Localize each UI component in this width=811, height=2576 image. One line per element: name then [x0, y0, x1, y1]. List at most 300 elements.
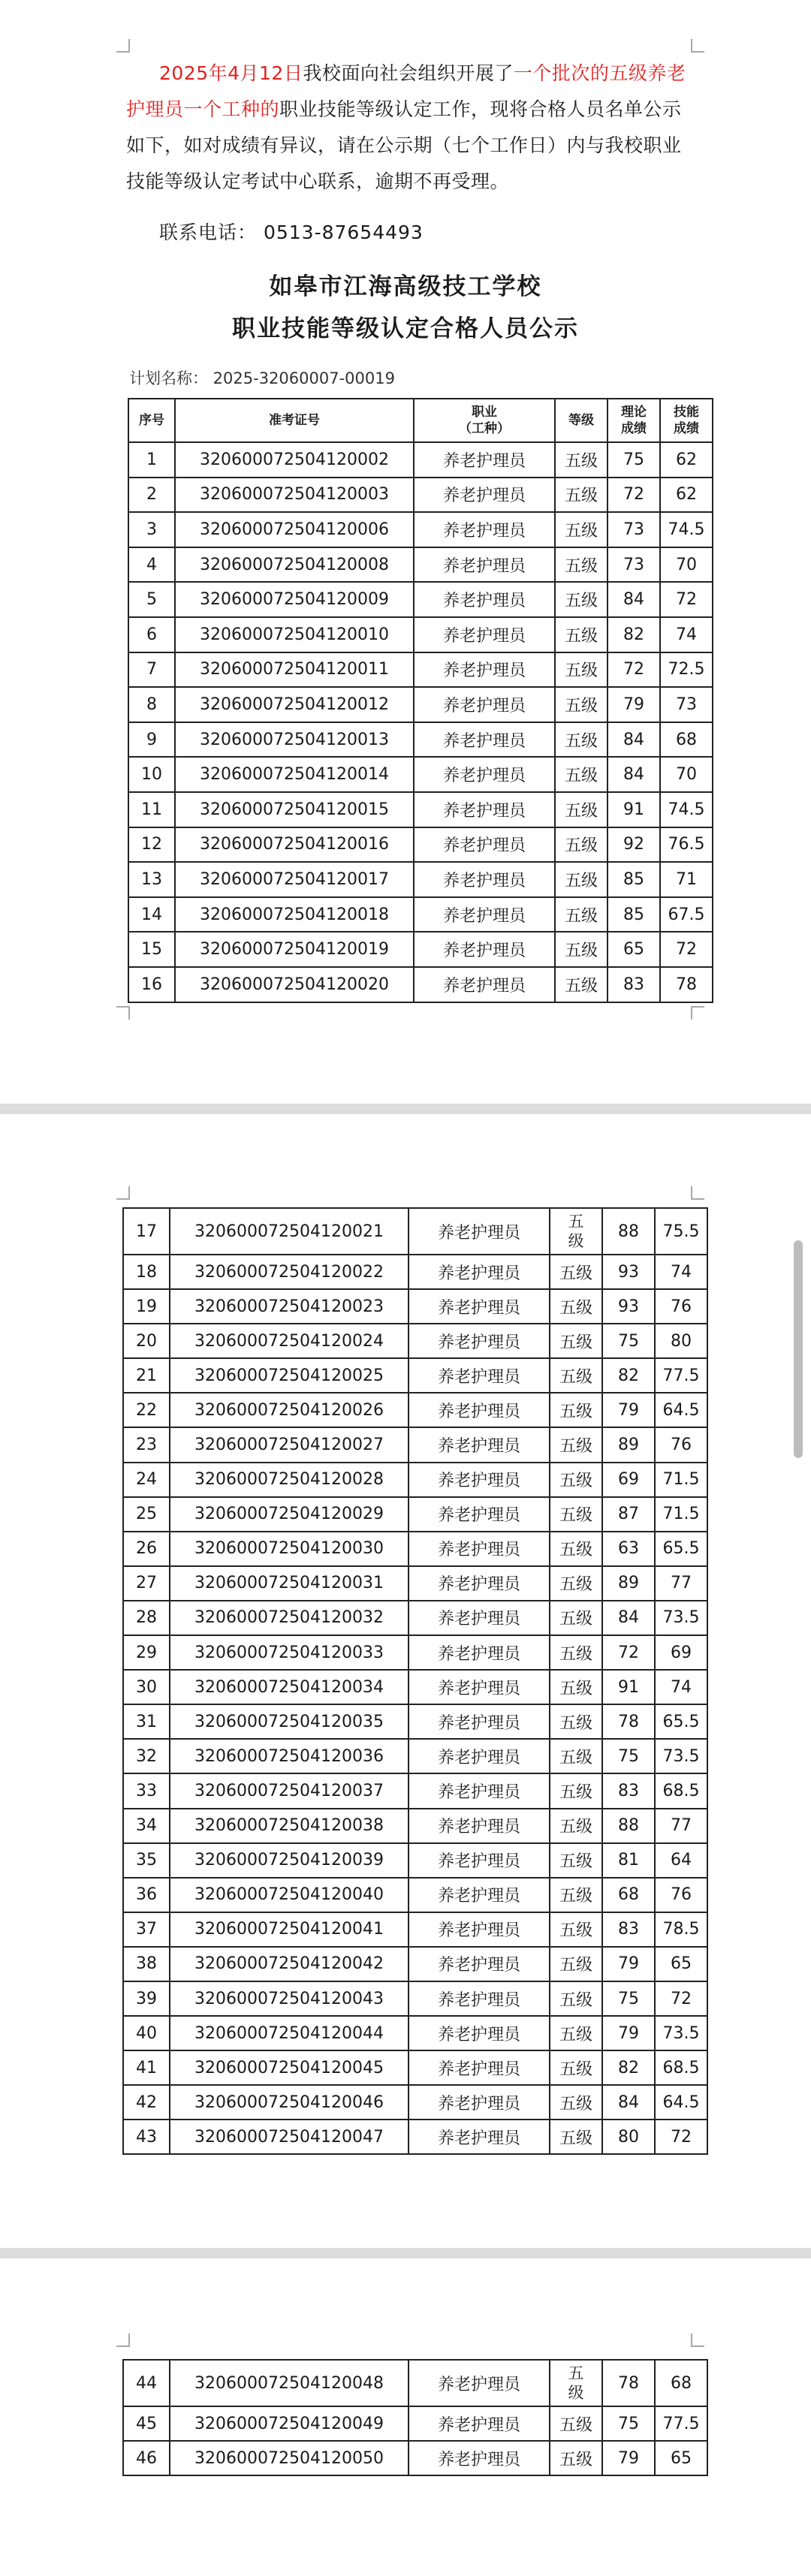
table-row [123, 2050, 707, 2085]
crop-mark [691, 1006, 704, 1020]
header-seq: 序号 [128, 399, 175, 442]
row-skill: 74.5 [660, 792, 713, 827]
row-seq: 27 [123, 1566, 170, 1601]
row-theory: 84 [602, 1601, 655, 1635]
row-seq: 15 [128, 932, 175, 967]
row-seq: 24 [123, 1463, 170, 1497]
row-ticket: 320600072504120003 [175, 478, 414, 513]
row-skill: 70 [660, 757, 713, 792]
row-skill: 62 [660, 442, 713, 478]
row-skill: 71.5 [655, 1497, 707, 1532]
row-skill: 77.5 [655, 1358, 707, 1393]
row-skill: 70 [660, 547, 713, 583]
row-occupation: 养老护理员 [409, 1358, 550, 1393]
row-skill: 64.5 [655, 1393, 707, 1427]
row-skill: 71.5 [655, 1463, 707, 1497]
row-skill: 74.5 [660, 512, 713, 547]
row-ticket: 320600072504120047 [170, 2120, 409, 2154]
row-ticket: 320600072504120044 [170, 2016, 409, 2050]
row-occupation: 养老护理员 [409, 1670, 550, 1704]
row-seq: 14 [128, 897, 175, 932]
row-skill: 72 [660, 582, 713, 617]
row-occupation: 养老护理员 [409, 2050, 550, 2085]
row-occupation: 养老护理员 [414, 897, 555, 932]
row-seq: 41 [123, 2050, 170, 2085]
row-skill: 73.5 [655, 1601, 707, 1635]
table-row [123, 1773, 707, 1808]
row-occupation: 养老护理员 [414, 757, 555, 792]
results-table-page-3 [122, 2359, 708, 2476]
row-occupation: 养老护理员 [409, 2406, 550, 2441]
row-seq: 44 [123, 2360, 170, 2406]
table-header-row [128, 399, 713, 442]
row-level: 五级 [550, 1912, 602, 1947]
row-seq: 18 [123, 1255, 170, 1289]
row-skill: 77 [655, 1809, 707, 1843]
row-level: 五级 [550, 1981, 602, 2016]
table-row [123, 1255, 707, 1289]
row-skill: 69 [655, 1635, 707, 1670]
row-ticket: 320600072504120048 [170, 2360, 409, 2406]
row-occupation: 养老护理员 [409, 1739, 550, 1773]
row-occupation: 养老护理员 [414, 652, 555, 688]
document-page-3 [0, 2258, 811, 2576]
plan-name: 计划名称： 2025-32060007-00019 [129, 369, 395, 387]
row-skill: 76 [655, 1289, 707, 1324]
row-occupation: 养老护理员 [414, 792, 555, 827]
table-row [128, 442, 713, 478]
row-occupation: 养老护理员 [409, 1912, 550, 1947]
row-occupation: 养老护理员 [409, 1773, 550, 1808]
row-skill: 67.5 [660, 897, 713, 932]
row-level: 五级 [555, 932, 607, 967]
row-level: 五级 [550, 1358, 602, 1393]
row-theory: 78 [602, 2360, 655, 2406]
row-occupation: 养老护理员 [414, 687, 555, 722]
row-occupation: 养老护理员 [414, 722, 555, 758]
row-theory: 65 [607, 932, 660, 967]
row-occupation: 养老护理员 [414, 932, 555, 967]
row-theory: 93 [602, 1289, 655, 1324]
row-seq: 36 [123, 1878, 170, 1912]
row-seq: 13 [128, 862, 175, 897]
row-skill: 65.5 [655, 1532, 707, 1566]
row-ticket: 320600072504120037 [170, 1773, 409, 1808]
row-skill: 72 [655, 2120, 707, 2154]
row-ticket: 320600072504120011 [175, 652, 414, 688]
row-ticket: 320600072504120035 [170, 1704, 409, 1739]
row-ticket: 320600072504120024 [170, 1324, 409, 1358]
row-level: 五级 [555, 862, 607, 897]
row-theory: 73 [607, 547, 660, 583]
row-seq: 23 [123, 1427, 170, 1462]
row-occupation: 养老护理员 [409, 2016, 550, 2050]
row-occupation: 养老护理员 [409, 1427, 550, 1462]
row-skill: 76 [655, 1878, 707, 1912]
row-level: 五级 [550, 2120, 602, 2154]
row-level: 五级 [550, 1843, 602, 1878]
row-occupation: 养老护理员 [409, 1809, 550, 1843]
row-occupation: 养老护理员 [414, 617, 555, 652]
row-ticket: 320600072504120042 [170, 1947, 409, 1981]
row-skill: 72 [660, 932, 713, 967]
document-page-2 [0, 1114, 811, 2248]
table-row [128, 547, 713, 583]
row-seq: 3 [128, 512, 175, 547]
row-ticket: 320600072504120031 [170, 1566, 409, 1601]
row-theory: 69 [602, 1463, 655, 1497]
table-row [123, 1704, 707, 1739]
row-ticket: 320600072504120039 [170, 1843, 409, 1878]
row-level: 五级 [550, 1289, 602, 1324]
row-occupation: 养老护理员 [409, 1947, 550, 1981]
row-occupation: 养老护理员 [409, 1843, 550, 1878]
table-row [123, 1463, 707, 1497]
row-theory: 80 [602, 2120, 655, 2154]
row-seq: 40 [123, 2016, 170, 2050]
row-seq: 30 [123, 1670, 170, 1704]
table-row [128, 617, 713, 652]
row-ticket: 320600072504120019 [175, 932, 414, 967]
table-row [123, 1358, 707, 1393]
row-occupation: 养老护理员 [409, 1324, 550, 1358]
row-level: 五级 [550, 1878, 602, 1912]
row-skill: 74 [655, 1670, 707, 1704]
row-level: 五级 [550, 1947, 602, 1981]
table-row [123, 1878, 707, 1912]
row-seq: 26 [123, 1532, 170, 1566]
row-skill: 80 [655, 1324, 707, 1358]
row-seq: 21 [123, 1358, 170, 1393]
row-skill: 77 [655, 1566, 707, 1601]
row-level: 五级 [550, 1773, 602, 1808]
row-ticket: 320600072504120049 [170, 2406, 409, 2441]
row-theory: 72 [602, 1635, 655, 1670]
table-row [128, 827, 713, 863]
row-skill: 64 [655, 1843, 707, 1878]
row-seq: 32 [123, 1739, 170, 1773]
row-level: 五级 [555, 757, 607, 792]
contact-phone: 联系电话： 0513-87654493 [159, 221, 424, 243]
row-level: 五级 [550, 2406, 602, 2441]
row-ticket: 320600072504120013 [175, 722, 414, 758]
row-level: 五级 [555, 582, 607, 617]
row-level: 五级 [555, 722, 607, 758]
row-theory: 75 [602, 1981, 655, 2016]
row-ticket: 320600072504120020 [175, 967, 414, 1002]
row-level: 五级 [550, 1255, 602, 1289]
row-occupation: 养老护理员 [409, 2441, 550, 2475]
row-ticket: 320600072504120030 [170, 1532, 409, 1566]
row-ticket: 320600072504120025 [170, 1358, 409, 1393]
table-row [123, 1393, 707, 1427]
table-row [123, 1912, 707, 1947]
row-ticket: 320600072504120015 [175, 792, 414, 827]
row-ticket: 320600072504120009 [175, 582, 414, 617]
table-row [123, 1427, 707, 1462]
crop-mark [116, 1186, 130, 1200]
row-skill: 65.5 [655, 1704, 707, 1739]
row-ticket: 320600072504120043 [170, 1981, 409, 2016]
row-seq: 42 [123, 2085, 170, 2120]
row-seq: 46 [123, 2441, 170, 2475]
row-theory: 82 [607, 617, 660, 652]
row-level: 五级 [550, 2085, 602, 2120]
row-level: 五级 [555, 897, 607, 932]
row-seq: 45 [123, 2406, 170, 2441]
row-seq: 31 [123, 1704, 170, 1739]
row-occupation: 养老护理员 [414, 582, 555, 617]
row-theory: 73 [607, 512, 660, 547]
row-ticket: 320600072504120032 [170, 1601, 409, 1635]
row-level: 五级 [555, 652, 607, 688]
row-occupation: 养老护理员 [409, 1635, 550, 1670]
row-occupation: 养老护理员 [409, 1704, 550, 1739]
table-row [123, 1843, 707, 1878]
row-seq: 19 [123, 1289, 170, 1324]
row-occupation: 养老护理员 [409, 1289, 550, 1324]
header-skill: 技能 成绩 [660, 399, 713, 442]
crop-mark [116, 1006, 130, 1020]
row-seq: 39 [123, 1981, 170, 2016]
row-occupation: 养老护理员 [414, 478, 555, 513]
row-level: 五级 [550, 1601, 602, 1635]
table-row [123, 1532, 707, 1566]
row-skill: 71 [660, 862, 713, 897]
table-row [123, 2441, 707, 2475]
row-ticket: 320600072504120012 [175, 687, 414, 722]
crop-mark [691, 2333, 704, 2347]
row-skill: 73 [660, 687, 713, 722]
row-level: 五级 [550, 1670, 602, 1704]
row-ticket: 320600072504120018 [175, 897, 414, 932]
row-occupation: 养老护理员 [414, 442, 555, 478]
table-row [123, 1947, 707, 1981]
page-gap [0, 2248, 811, 2258]
row-occupation: 养老护理员 [409, 2360, 550, 2406]
row-level: 五级 [550, 2050, 602, 2085]
page-gap [0, 1104, 811, 1114]
row-ticket: 320600072504120029 [170, 1497, 409, 1532]
row-skill: 72.5 [660, 652, 713, 688]
row-level: 五级 [555, 442, 607, 478]
row-level: 五级 [555, 547, 607, 583]
row-ticket: 320600072504120046 [170, 2085, 409, 2120]
row-theory: 83 [602, 1912, 655, 1947]
row-ticket: 320600072504120041 [170, 1912, 409, 1947]
row-theory: 82 [602, 1358, 655, 1393]
table-row [128, 478, 713, 513]
row-level: 五级 [555, 617, 607, 652]
row-theory: 79 [602, 2016, 655, 2050]
row-level: 五级 [550, 1566, 602, 1601]
row-level: 五级 [550, 1324, 602, 1358]
row-seq: 38 [123, 1947, 170, 1981]
row-seq: 34 [123, 1809, 170, 1843]
table-row [128, 792, 713, 827]
row-seq: 6 [128, 617, 175, 652]
results-table-page-1 [128, 398, 713, 1003]
row-theory: 83 [602, 1773, 655, 1808]
vertical-scrollbar[interactable] [794, 1240, 803, 1458]
row-theory: 84 [602, 2085, 655, 2120]
header-occupation: 职业 （工种） [414, 399, 555, 442]
table-row [128, 582, 713, 617]
notice-date: 2025年4月12日 [159, 62, 303, 84]
row-occupation: 养老护理员 [409, 1601, 550, 1635]
row-theory: 68 [602, 1878, 655, 1912]
row-skill: 72 [655, 1981, 707, 2016]
table-row [123, 2406, 707, 2441]
row-skill: 78.5 [655, 1912, 707, 1947]
row-occupation: 养老护理员 [409, 1981, 550, 2016]
crop-mark [116, 2333, 130, 2347]
row-theory: 84 [607, 757, 660, 792]
row-occupation: 养老护理员 [409, 1393, 550, 1427]
table-row [128, 897, 713, 932]
row-seq: 1 [128, 442, 175, 478]
row-level: 五级 [550, 1809, 602, 1843]
row-theory: 89 [602, 1427, 655, 1462]
row-theory: 81 [602, 1843, 655, 1878]
row-ticket: 320600072504120033 [170, 1635, 409, 1670]
row-skill: 73.5 [655, 1739, 707, 1773]
row-seq: 7 [128, 652, 175, 688]
row-theory: 75 [602, 2406, 655, 2441]
row-ticket: 320600072504120028 [170, 1463, 409, 1497]
row-theory: 82 [602, 2050, 655, 2085]
table-row [123, 1981, 707, 2016]
row-ticket: 320600072504120021 [170, 1208, 409, 1255]
row-occupation: 养老护理员 [409, 1878, 550, 1912]
row-ticket: 320600072504120023 [170, 1289, 409, 1324]
crop-mark [116, 39, 130, 53]
table-row [128, 687, 713, 722]
row-ticket: 320600072504120040 [170, 1878, 409, 1912]
row-seq: 8 [128, 687, 175, 722]
table-row [123, 1809, 707, 1843]
row-level: 五级 [550, 1739, 602, 1773]
row-seq: 25 [123, 1497, 170, 1532]
row-occupation: 养老护理员 [409, 1463, 550, 1497]
row-ticket: 320600072504120010 [175, 617, 414, 652]
row-occupation: 养老护理员 [409, 1497, 550, 1532]
row-seq: 4 [128, 547, 175, 583]
row-occupation: 养老护理员 [409, 1255, 550, 1289]
row-occupation: 养老护理员 [409, 1532, 550, 1566]
header-ticket: 准考证号 [175, 399, 414, 442]
row-seq: 28 [123, 1601, 170, 1635]
table-row [128, 722, 713, 758]
row-ticket: 320600072504120050 [170, 2441, 409, 2475]
row-skill: 74 [660, 617, 713, 652]
row-occupation: 养老护理员 [409, 2085, 550, 2120]
row-occupation: 养老护理员 [414, 512, 555, 547]
row-ticket: 320600072504120014 [175, 757, 414, 792]
row-theory: 92 [607, 827, 660, 863]
row-level: 五级 [550, 2016, 602, 2050]
row-skill: 73.5 [655, 2016, 707, 2050]
row-level: 五级 [550, 2441, 602, 2475]
row-theory: 79 [602, 2441, 655, 2475]
row-seq: 43 [123, 2120, 170, 2154]
row-level: 五级 [550, 1497, 602, 1532]
row-theory: 75 [602, 1324, 655, 1358]
row-theory: 89 [602, 1566, 655, 1601]
results-table-page-2 [122, 1207, 708, 2155]
row-level: 五级 [550, 1635, 602, 1670]
row-occupation: 养老护理员 [409, 1566, 550, 1601]
row-theory: 75 [607, 442, 660, 478]
table-row [123, 2360, 707, 2406]
row-seq: 11 [128, 792, 175, 827]
notice-text-1: 我校面向社会组织开展了 [303, 62, 514, 84]
row-theory: 79 [607, 687, 660, 722]
row-theory: 91 [607, 792, 660, 827]
row-skill: 68.5 [655, 1773, 707, 1808]
row-theory: 75 [602, 1739, 655, 1773]
row-level: 五级 [555, 478, 607, 513]
row-occupation: 养老护理员 [414, 547, 555, 583]
row-level: 五级 [550, 1393, 602, 1427]
row-seq: 9 [128, 722, 175, 758]
row-occupation: 养老护理员 [409, 2120, 550, 2154]
row-theory: 63 [602, 1532, 655, 1566]
row-level: 五级 [550, 1463, 602, 1497]
header-level: 等级 [555, 399, 607, 442]
document-page-1 [0, 0, 811, 1104]
table-row [128, 652, 713, 688]
table-row [123, 2085, 707, 2120]
table-row [128, 967, 713, 1002]
table-row [128, 932, 713, 967]
table-row [123, 1670, 707, 1704]
row-seq: 33 [123, 1773, 170, 1808]
row-theory: 84 [607, 582, 660, 617]
table-row [123, 2016, 707, 2050]
row-seq: 2 [128, 478, 175, 513]
row-seq: 10 [128, 757, 175, 792]
table-row [128, 757, 713, 792]
table-row [123, 1497, 707, 1532]
row-skill: 62 [660, 478, 713, 513]
row-level: 五级 [550, 1704, 602, 1739]
row-ticket: 320600072504120006 [175, 512, 414, 547]
notice-text-2: 职业技能等级认定工作，现将合格人员名单公示如下，如对成绩有异议，请在公示期（七个工作日）内与我校职业技能等级认定考试中心联系，逾期不再受理。 [126, 98, 682, 192]
row-skill: 74 [655, 1255, 707, 1289]
row-level: 五级 [555, 827, 607, 863]
row-level: 五级 [550, 1208, 602, 1255]
row-theory: 93 [602, 1255, 655, 1289]
row-ticket: 320600072504120038 [170, 1809, 409, 1843]
row-theory: 88 [602, 1208, 655, 1255]
table-row [123, 1289, 707, 1324]
row-skill: 68 [655, 2360, 707, 2406]
row-ticket: 320600072504120036 [170, 1739, 409, 1773]
row-ticket: 320600072504120016 [175, 827, 414, 863]
row-skill: 68.5 [655, 2050, 707, 2085]
table-row [123, 1635, 707, 1670]
row-ticket: 320600072504120045 [170, 2050, 409, 2085]
row-theory: 79 [602, 1393, 655, 1427]
notice-title: 职业技能等级认定合格人员公示 [232, 315, 579, 342]
row-level: 五级 [555, 512, 607, 547]
row-ticket: 320600072504120002 [175, 442, 414, 478]
row-skill: 77.5 [655, 2406, 707, 2441]
row-level: 五级 [550, 1427, 602, 1462]
row-skill: 64.5 [655, 2085, 707, 2120]
school-title: 如皋市江海高级技工学校 [269, 273, 542, 300]
